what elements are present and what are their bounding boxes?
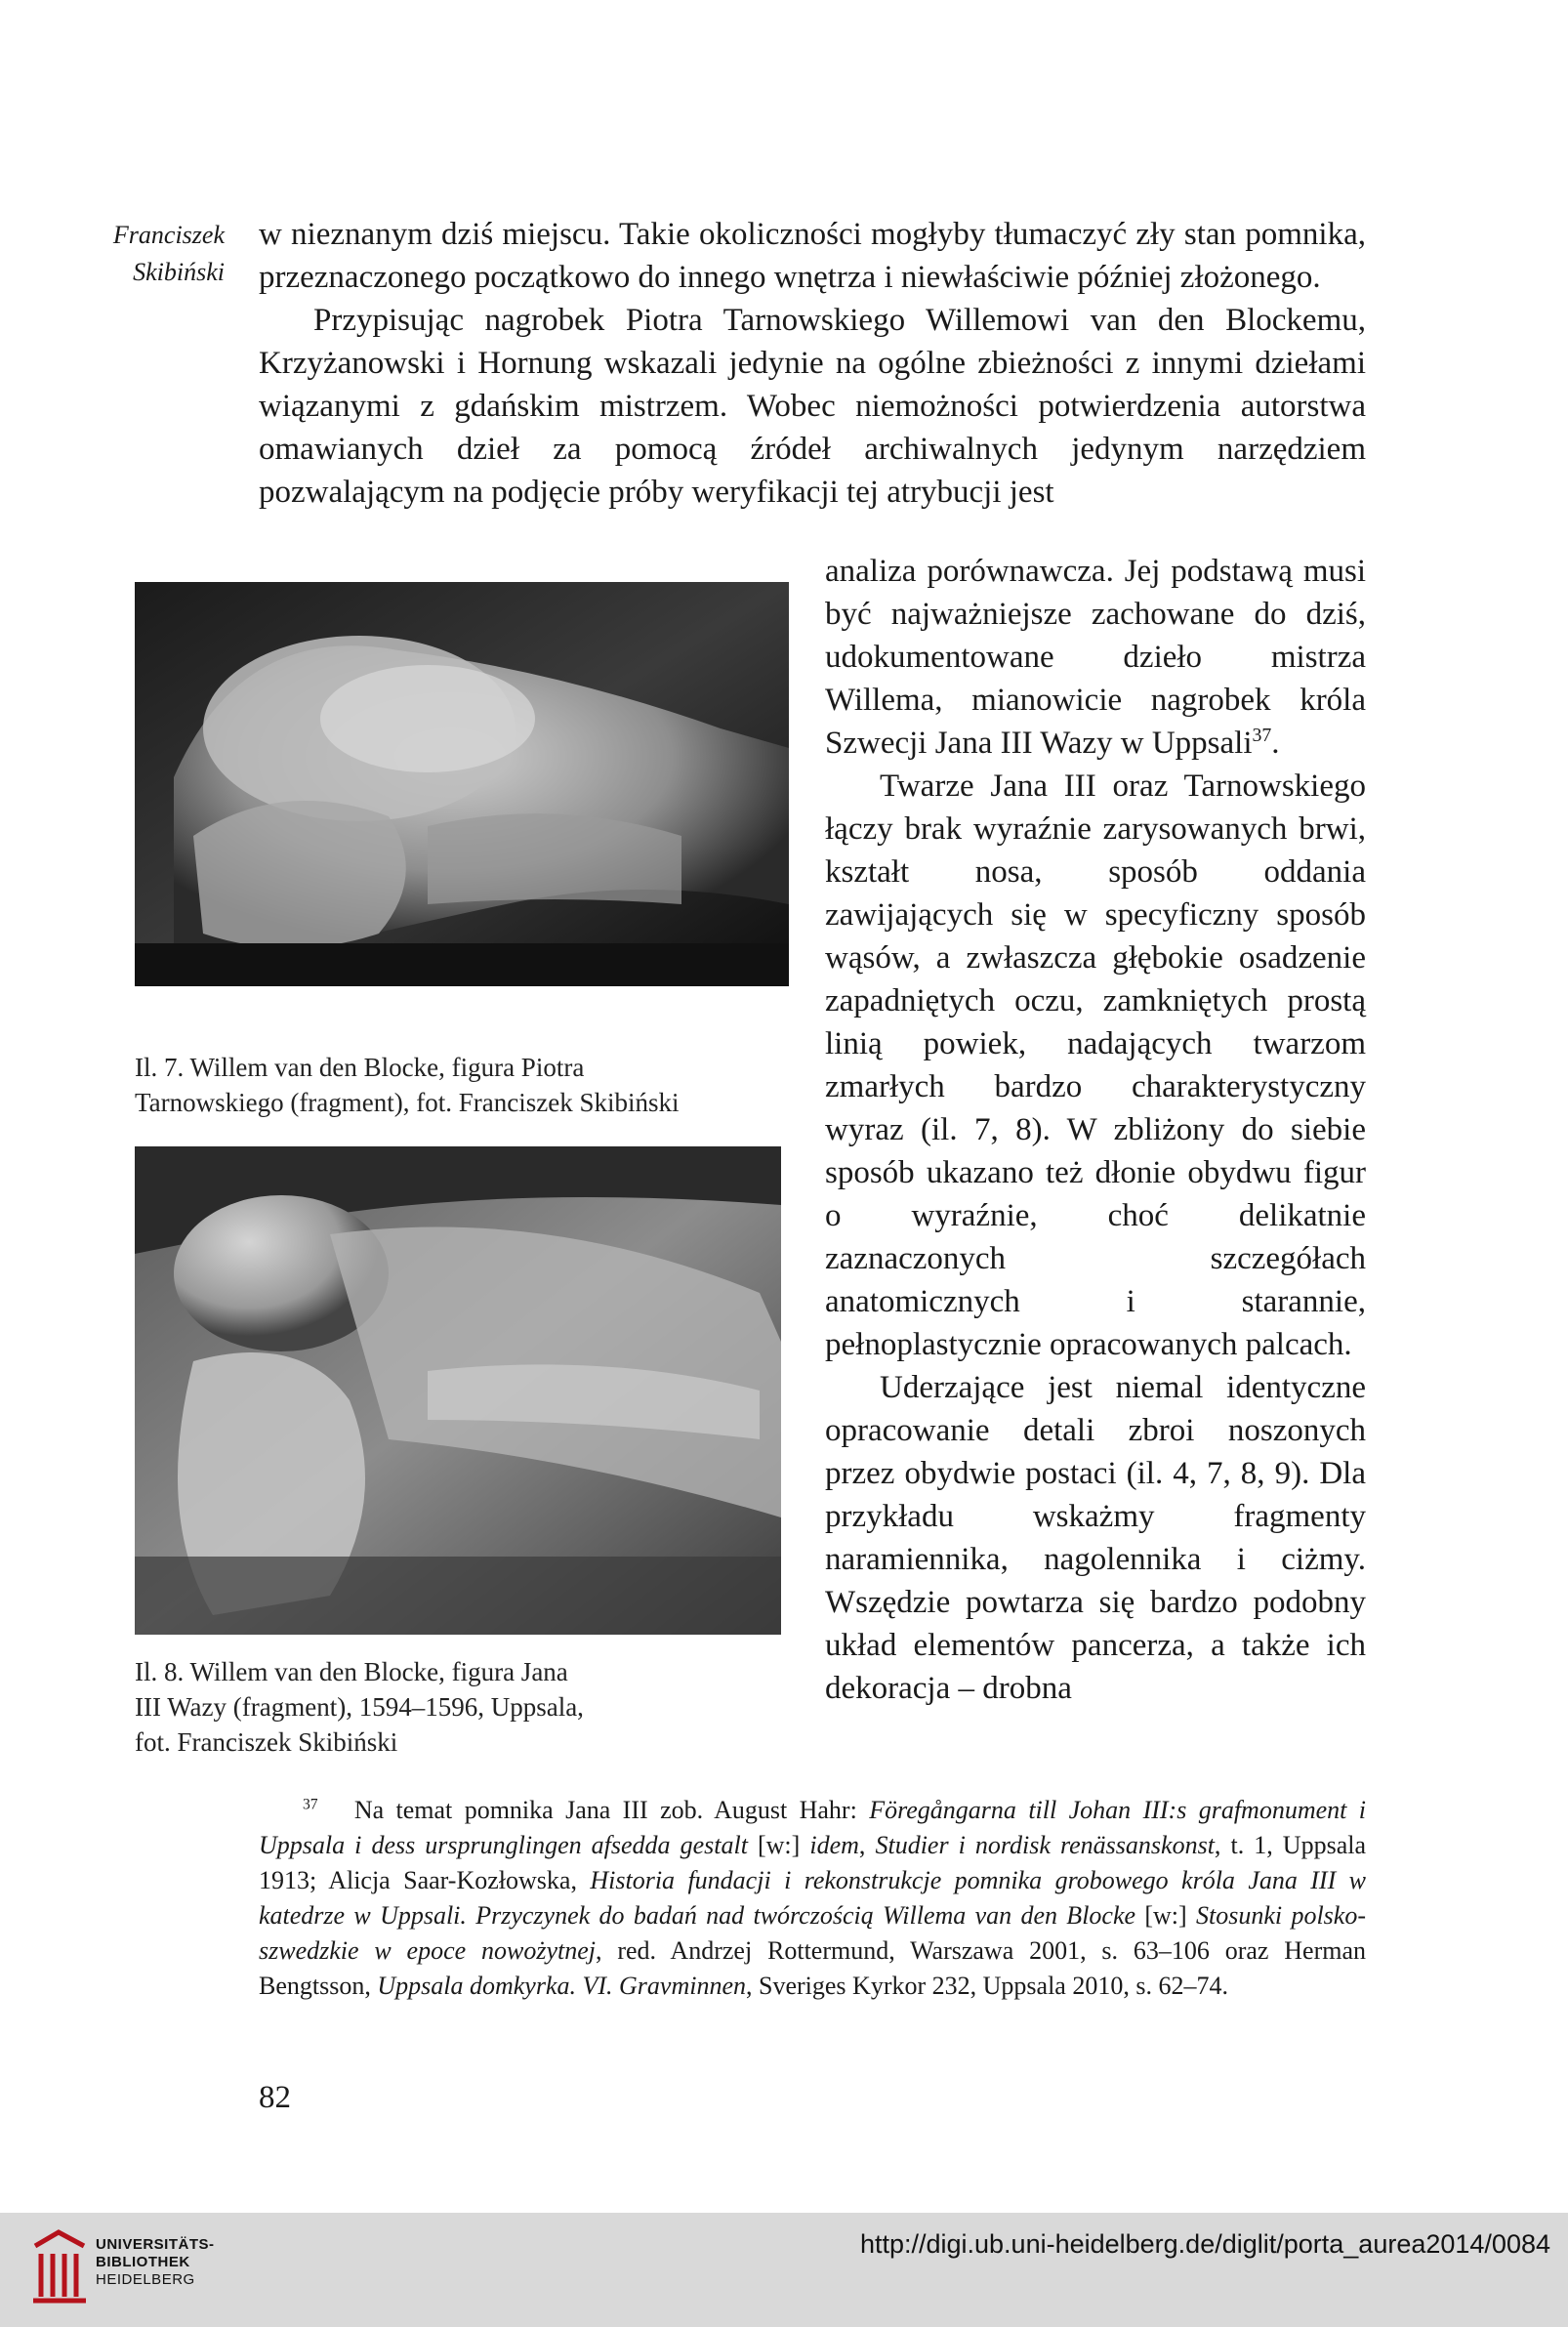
figure-7-caption-line-1: Il. 7. Willem van den Blocke, figura Piotra: [135, 1053, 585, 1082]
paragraph-2: Przypisując nagrobek Piotra Tarnowskiego Willemowi van den Blockemu, Krzyżanowski i Hornung wskazali jedynie na ogólne zbieżności z innymi dziełami wiązanymi z gdańskim mistrzem. Wobec niemożności potwierdzenia autorstwa omawianych dzieł za pomocą źródeł archiwalnych jedynym narzędziem pozwalającym na podjęcie próby weryfikacji tej atrybucji jest: [259, 303, 1366, 510]
paragraph-3: Twarze Jana III oraz Tarnowskiego łączy brak wyraźnie zarysowanych brwi, kształt nosa, sposób oddania zawijających się w specyficzny sposób wąsów, a zwłaszcza głębokie osadzenie zapadniętych oczu, zamkniętych prostą linią powiek, nadających twarzom zmarłych bardzo charakterystyczny wyraz (il. 7, 8). W zbliżony do siebie sposób ukazano też dłonie obydwu figur o wyraźnie, choć delikatnie zaznaczonych szczegółach anatomicznych i starannie, pełnoplastycznie opracowanych palcach.: [825, 769, 1366, 1362]
page-number: 82: [259, 2080, 291, 2115]
footnote-part-3: ,: [858, 1831, 876, 1859]
figure-8-caption-line-1: Il. 8. Willem van den Blocke, figura Jana: [135, 1657, 568, 1686]
library-name-line-3: HEIDELBERG: [96, 2271, 195, 2288]
footnote-title-5: Stosunki polsko-szwedzkie w epoce nowożytnej: [259, 1901, 1366, 1965]
footnote-ref-37: 37: [1252, 725, 1272, 746]
footnote-part-6: , red. Andrzej Rottermund, Warszawa 2001, s. 63–106 oraz Herman Bengtsson,: [259, 1936, 1366, 2000]
library-name-line-2: BIBLIOTHEK: [96, 2254, 190, 2270]
footnote-title-4: Historia fundacji i rekonstrukcje pomnika grobowego króla Jana III w katedrze w Uppsali. Przyczynek do badań nad twórczością Willema van den Blocke: [259, 1866, 1366, 1930]
running-head-author: [59, 217, 225, 291]
paragraph-1: w nieznanym dziś miejscu. Takie okoliczności mogłyby tłumaczyć zły stan pomnika, przeznaczonego początkowo do innego wnętrza i niewłaściwie później złożonego.: [259, 217, 1366, 295]
figure-7-caption-line-2: Tarnowskiego (fragment), fot. Franciszek Skibiński: [135, 1088, 680, 1117]
footnote-part-7: , Sveriges Kyrkor 232, Uppsala 2010, s. 62–74.: [746, 1972, 1228, 2000]
footnote-text: [259, 1793, 1366, 2004]
ub-heidelberg-logo-icon[interactable]: [29, 2226, 90, 2305]
footnote-part-5: [w:]: [1135, 1901, 1197, 1930]
figure-7-photo: [135, 582, 789, 986]
paragraph-4: Uderzające jest niemal identyczne opracowanie detali zbroi noszonych przez obydwie postaci (il. 4, 7, 8, 9). Dla przykładu wskażmy fragmenty naramiennika, nagolennika i ciżmy. Wszędzie powtarza się bardzo podobny układ elementów pancerza, a także ich dekoracja – drobna: [825, 1370, 1366, 1706]
source-url-link[interactable]: http://digi.ub.uni-heidelberg.de/diglit/porta_aurea2014/0084: [859, 2229, 1550, 2259]
library-name-line-1: UNIVERSITÄTS-: [96, 2236, 215, 2253]
figure-7-caption: [135, 1050, 779, 1120]
footnote-37: [259, 1793, 1366, 2004]
footnote-part-2: [w:]: [747, 1831, 810, 1859]
author-last-name: Skibiński: [133, 258, 225, 286]
paragraph-2-continued: [825, 550, 1366, 765]
footnote-title-6: Uppsala domkyrka. VI. Gravminnen: [377, 1972, 746, 2000]
body-text-column: [825, 550, 1366, 1710]
footnote-title-1: Föregångarna till Johan III:s grafmonument i Uppsala i dess ursprunglingen afsedda gestalt: [259, 1796, 1367, 1859]
figure-8-photo: [135, 1146, 781, 1635]
library-name[interactable]: [96, 2236, 215, 2289]
author-first-name: Franciszek: [112, 221, 225, 249]
footnote-part-1: Na temat pomnika Jana III zob. August Hahr:: [353, 1796, 870, 1824]
footnote-title-3: Studier i nordisk renässanskonst: [875, 1831, 1215, 1859]
footnote-title-2: idem: [809, 1831, 859, 1859]
body-text-full-width: [259, 213, 1366, 514]
figure-8-caption: [135, 1654, 642, 1760]
paragraph-2-continued-text: analiza porównawcza. Jej podstawą musi być najważniejsze zachowane do dziś, udokumentowane dzieło mistrza Willema, mianowicie nagrobek króla Szwecji Jana III Wazy w Uppsali: [825, 554, 1366, 761]
paragraph-2-period: .: [1271, 726, 1280, 761]
footnote-part-4: , t. 1, Uppsala 1913; Alicja Saar-Kozłowska,: [259, 1831, 1367, 1894]
figure-8-caption-line-3: fot. Franciszek Skibiński: [135, 1727, 398, 1757]
footnote-number: 37: [303, 1796, 318, 1813]
figure-8-caption-line-2: III Wazy (fragment), 1594–1596, Uppsala,: [135, 1692, 584, 1722]
